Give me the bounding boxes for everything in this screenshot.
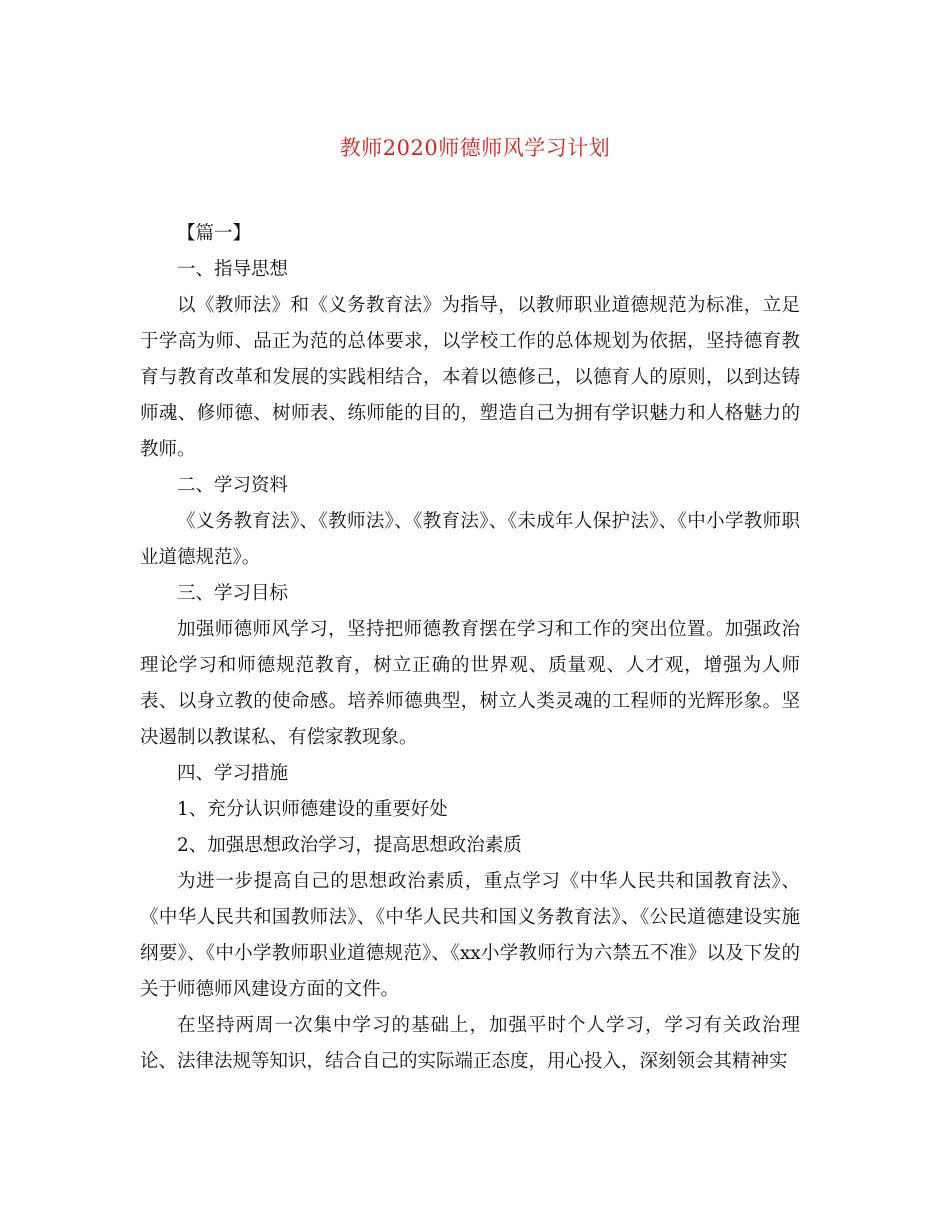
paragraph-study-materials: 《义务教育法》、《教师法》、《教育法》、《未成年人保护法》、《中小学教师职业道德规范》。: [140, 511, 800, 568]
paragraph-guiding-ideology: 以《教师法》和《义务教育法》为指导，以教师职业道德规范为标准，立足于学高为师、品正为范的总体要求，以学校工作的总体规划为依据，坚持德育教育与教育改革和发展的实践相结合，本着以德修己，以德育人的原则，以到达铸师魂、修师德、树师表、练师能的目的，塑造自己为拥有学识魅力和人格魅力的教师。: [140, 295, 800, 460]
paragraph-personal-study: 在坚持两周一次集中学习的基础上，加强平时个人学习，学习有关政治理论、法律法规等知识，结合自己的实际端正态度，用心投入，深刻领会其精神实: [140, 1015, 800, 1072]
document-body: [140, 216, 800, 1080]
heading-study-goals: 三、学习目标: [177, 583, 289, 604]
heading-study-measures: 四、学习措施: [177, 763, 289, 784]
section-marker: 【篇一】: [177, 223, 252, 244]
heading-guiding-ideology: 一、指导思想: [177, 259, 289, 280]
page-title: 教师2020师德师风学习计划: [339, 136, 611, 160]
paragraph-study-goals: 加强师德师风学习，坚持把师德教育摆在学习和工作的突出位置。加强政治理论学习和师德规范教育，树立正确的世界观、质量观、人才观，增强为人师表、以身立教的使命感。培养师德典型，树立人类灵魂的工程师的光辉形象。坚决遏制以教谋私、有偿家教现象。: [140, 619, 800, 748]
measure-item-2: 2、加强思想政治学习，提高思想政治素质: [177, 835, 522, 856]
heading-study-materials: 二、学习资料: [177, 475, 289, 496]
measure-item-1: 1、充分认识师德建设的重要好处: [177, 799, 448, 820]
paragraph-political-study: 为进一步提高自己的思想政治素质，重点学习《中华人民共和国教育法》、《中华人民共和国教师法》、《中华人民共和国义务教育法》、《公民道德建设实施纲要》、《中小学教师职业道德规范》、《xx小学教师行为六禁五不准》以及下发的关于师德师风建设方面的文件。: [140, 871, 800, 1000]
